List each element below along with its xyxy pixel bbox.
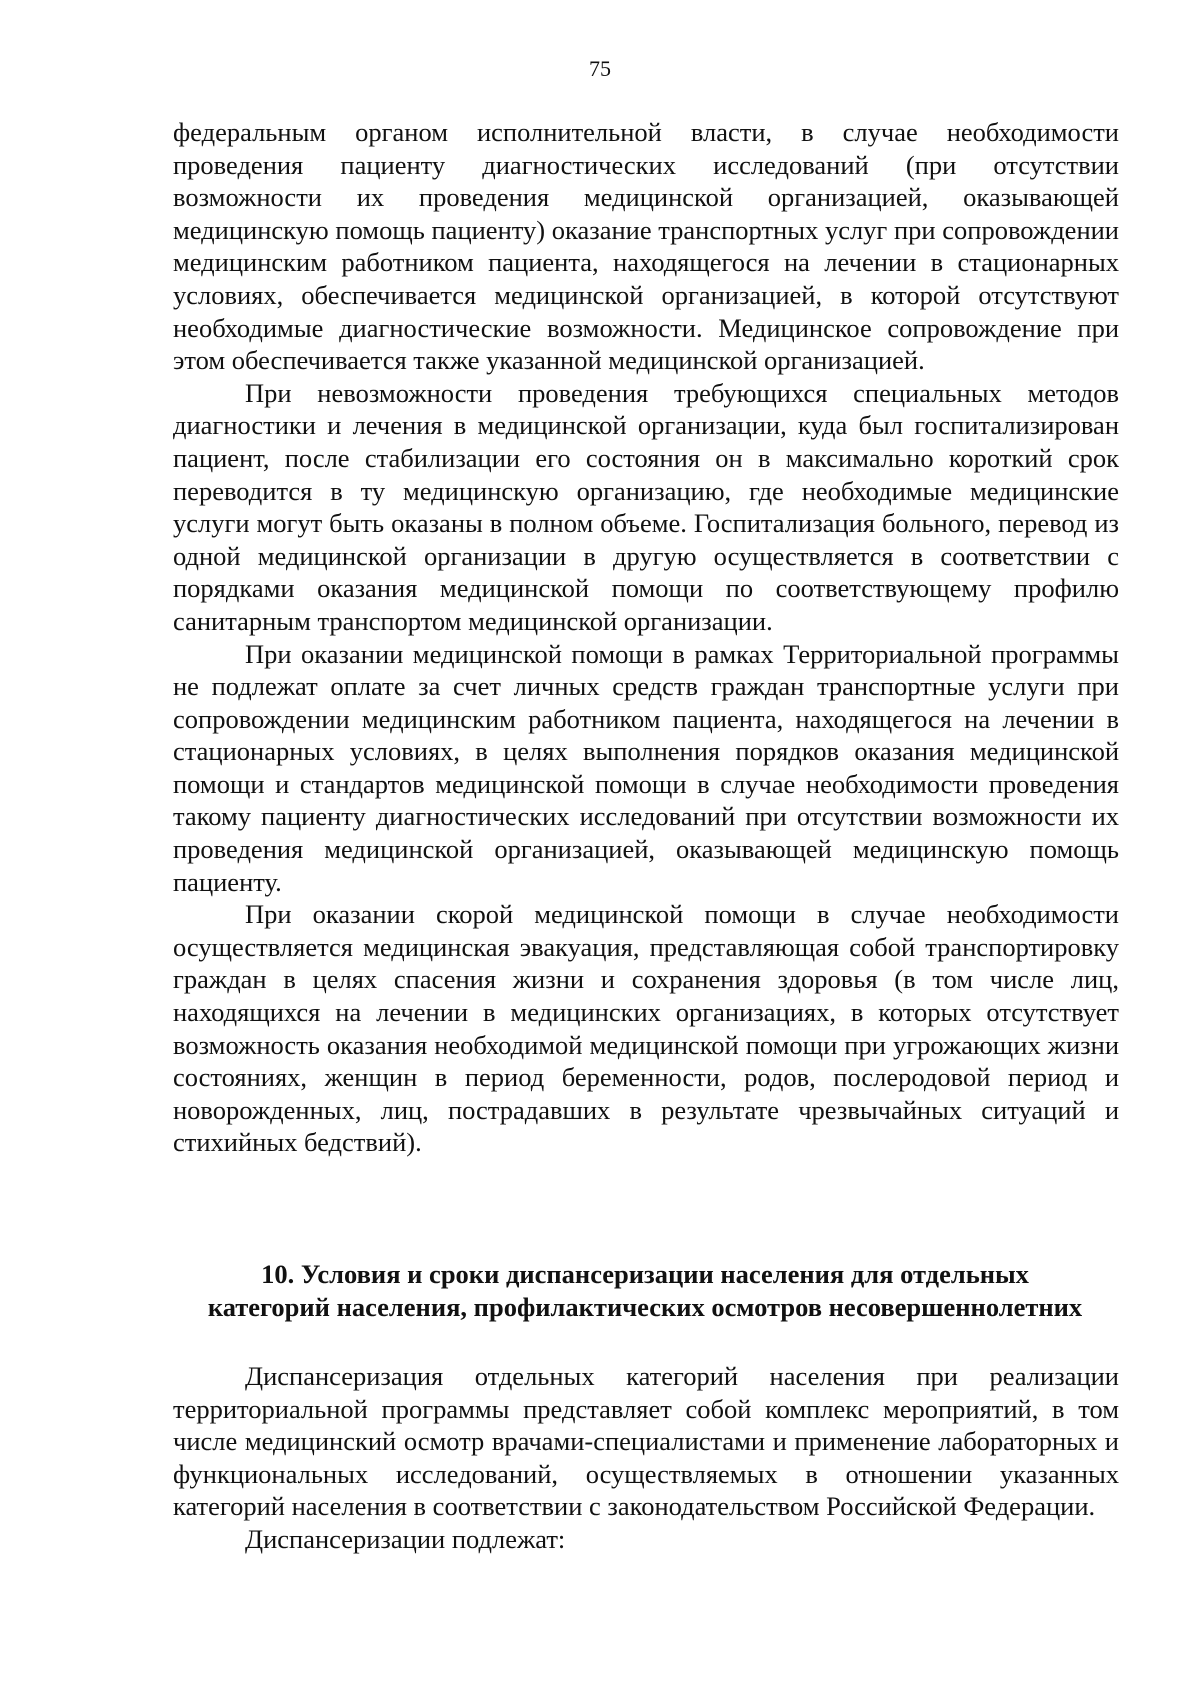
paragraph: При невозможности проведения требующихся специальных методов диагностики и лечения в медицинской организации, куда был госпитализирован пациент, после стабилизации его состояния он в максимально короткий срок переводится в ту медицинскую организацию, где необходимые медицинские услуги могут быть оказаны в полном объеме. Госпитализация больного, перевод из одной медицинской организации в другую осуществляется в соответствии с порядками оказания медицинской помощи по соответствующему профилю санитарным транспортом медицинской организации. (173, 377, 1119, 636)
paragraph: При оказании скорой медицинской помощи в случае необходимости осуществляется медицинская эвакуация, представляющая собой транспортировку граждан в целях спасения жизни и сохранения здоровья (в том числе лиц, находящихся на лечении в медицинских организациях, в которых отсутствует возможность оказания необходимой медицинской помощи при угрожающих жизни состояниях, женщин в период беременности, родов, послеродовой период и новорожденных, лиц, пострадавших в результате чрезвычайных ситуаций и стихийных бедствий). (173, 899, 1119, 1158)
section-heading (150, 1258, 1140, 1324)
paragraph: Диспансеризация отдельных категорий населения при реализации территориальной программы представляет собой комплекс мероприятий, в том числе медицинский осмотр врачами-специалистами и применение лабораторных и функциональных исследований, осуществляемых в отношении указанных категорий населения в соответствии с законодательством Российской Федерации. (173, 1361, 1119, 1522)
section-heading-line: 10. Условия и сроки диспансеризации населения для отдельных (261, 1259, 1029, 1289)
body-text-top (173, 116, 1119, 1159)
paragraph: При оказании медицинской помощи в рамках Территориальной программы не подлежат оплате за счет личных средств граждан транспортные услуги при сопровождении медицинским работником пациента, находящегося на лечении в стационарных условиях, в целях выполнения порядков оказания медицинской помощи и стандартов медицинской помощи в случае необходимости проведения такому пациенту диагностических исследований при отсутствии возможности их проведения медицинской организацией, оказывающей медицинскую помощь пациенту. (173, 638, 1119, 897)
section-heading-line: категорий населения, профилактических осмотров несовершеннолетних (207, 1292, 1083, 1322)
body-text-bottom (173, 1360, 1119, 1556)
paragraph-continuation: федеральным органом исполнительной власти, в случае необходимости проведения пациенту диагностических исследований (при отсутствии возможности их проведения медицинской организацией, оказывающей медицинскую помощь пациенту) оказание транспортных услуг при сопровождении медицинским работником пациента, находящегося на лечении в стационарных условиях, обеспечивается медицинской организацией, в которой отсутствуют необходимые диагностические возможности. Медицинское сопровождение при этом обеспечивается также указанной медицинской организацией. (173, 117, 1119, 376)
page-number: 75 (589, 56, 611, 81)
paragraph: Диспансеризации подлежат: (245, 1523, 566, 1554)
